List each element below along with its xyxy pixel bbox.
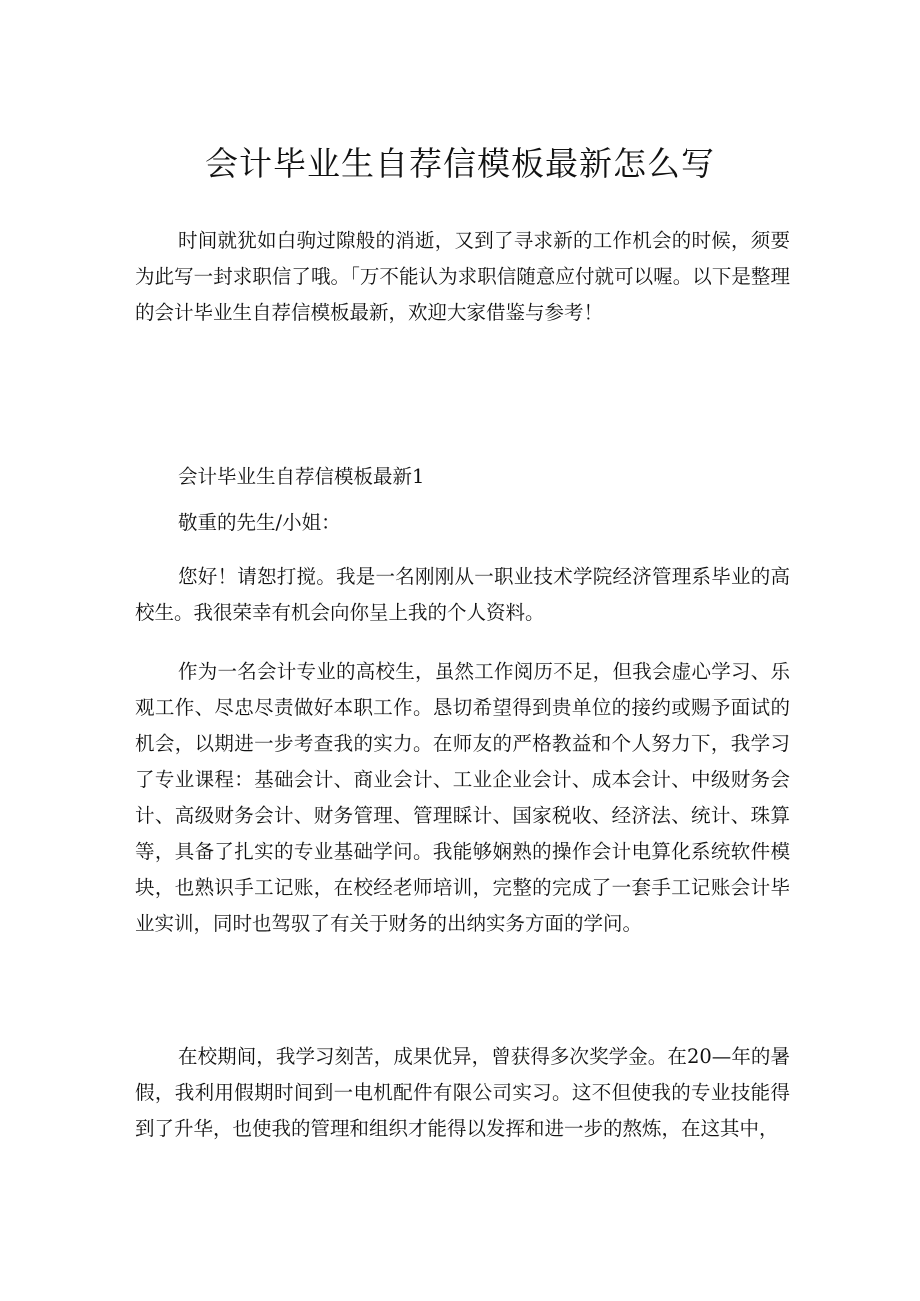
section-heading: 会计毕业生自荐信模板最新1 bbox=[178, 465, 425, 488]
body-paragraph-2: 作为一名会计专业的高校生，虽然工作阅历不足，但我会虚心学习、乐观工作、尽忠尽责做好本职工作。恳切希望得到贵单位的接约或赐予面试的机会，以期进一步考查我的实力。在师友的严格教益和个人努力下，我学习了专业课程：基础会计、商业会计、工业企业会计、成本会计、中级财务会计、高级财务会计、财务管理、管理睬计、国家税收、经济法、统计、珠算等，具备了扎实的专业基础学问。我能够娴熟的操作会计电算化系统软件模块，也熟识手工记账，在校经老师培训，完整的完成了一套手工记账会计毕业实训，同时也驾驭了有关于财务的出纳实务方面的学问。 bbox=[135, 660, 790, 935]
intro-paragraph: 时间就犹如白驹过隙般的消逝，又到了寻求新的工作机会的时候，须要为此写一封求职信了哦。「万不能认为求职信随意应付就可以喔。以下是整理的会计毕业生自荐信模板最新，欢迎大家借鉴与参考！ bbox=[135, 229, 790, 324]
body-paragraph-1: 您好！请恕打搅。我是一名刚刚从一职业技术学院经济管理系毕业的高校生。我很荣幸有机会向你呈上我的个人资料。 bbox=[135, 565, 790, 624]
document-title: 会计毕业生自荐信模板最新怎么写 bbox=[205, 144, 715, 183]
salutation: 敬重的先生/小姐： bbox=[178, 511, 341, 534]
body-paragraph-3: 在校期间，我学习刻苦，成果优异，曾获得多次奖学金。在20—年的暑假，我利用假期时间到一电机配件有限公司实习。这不但使我的专业技能得到了升华，也使我的管理和组织才能得以发挥和进一步的熬炼，在这其中， bbox=[135, 1045, 790, 1140]
